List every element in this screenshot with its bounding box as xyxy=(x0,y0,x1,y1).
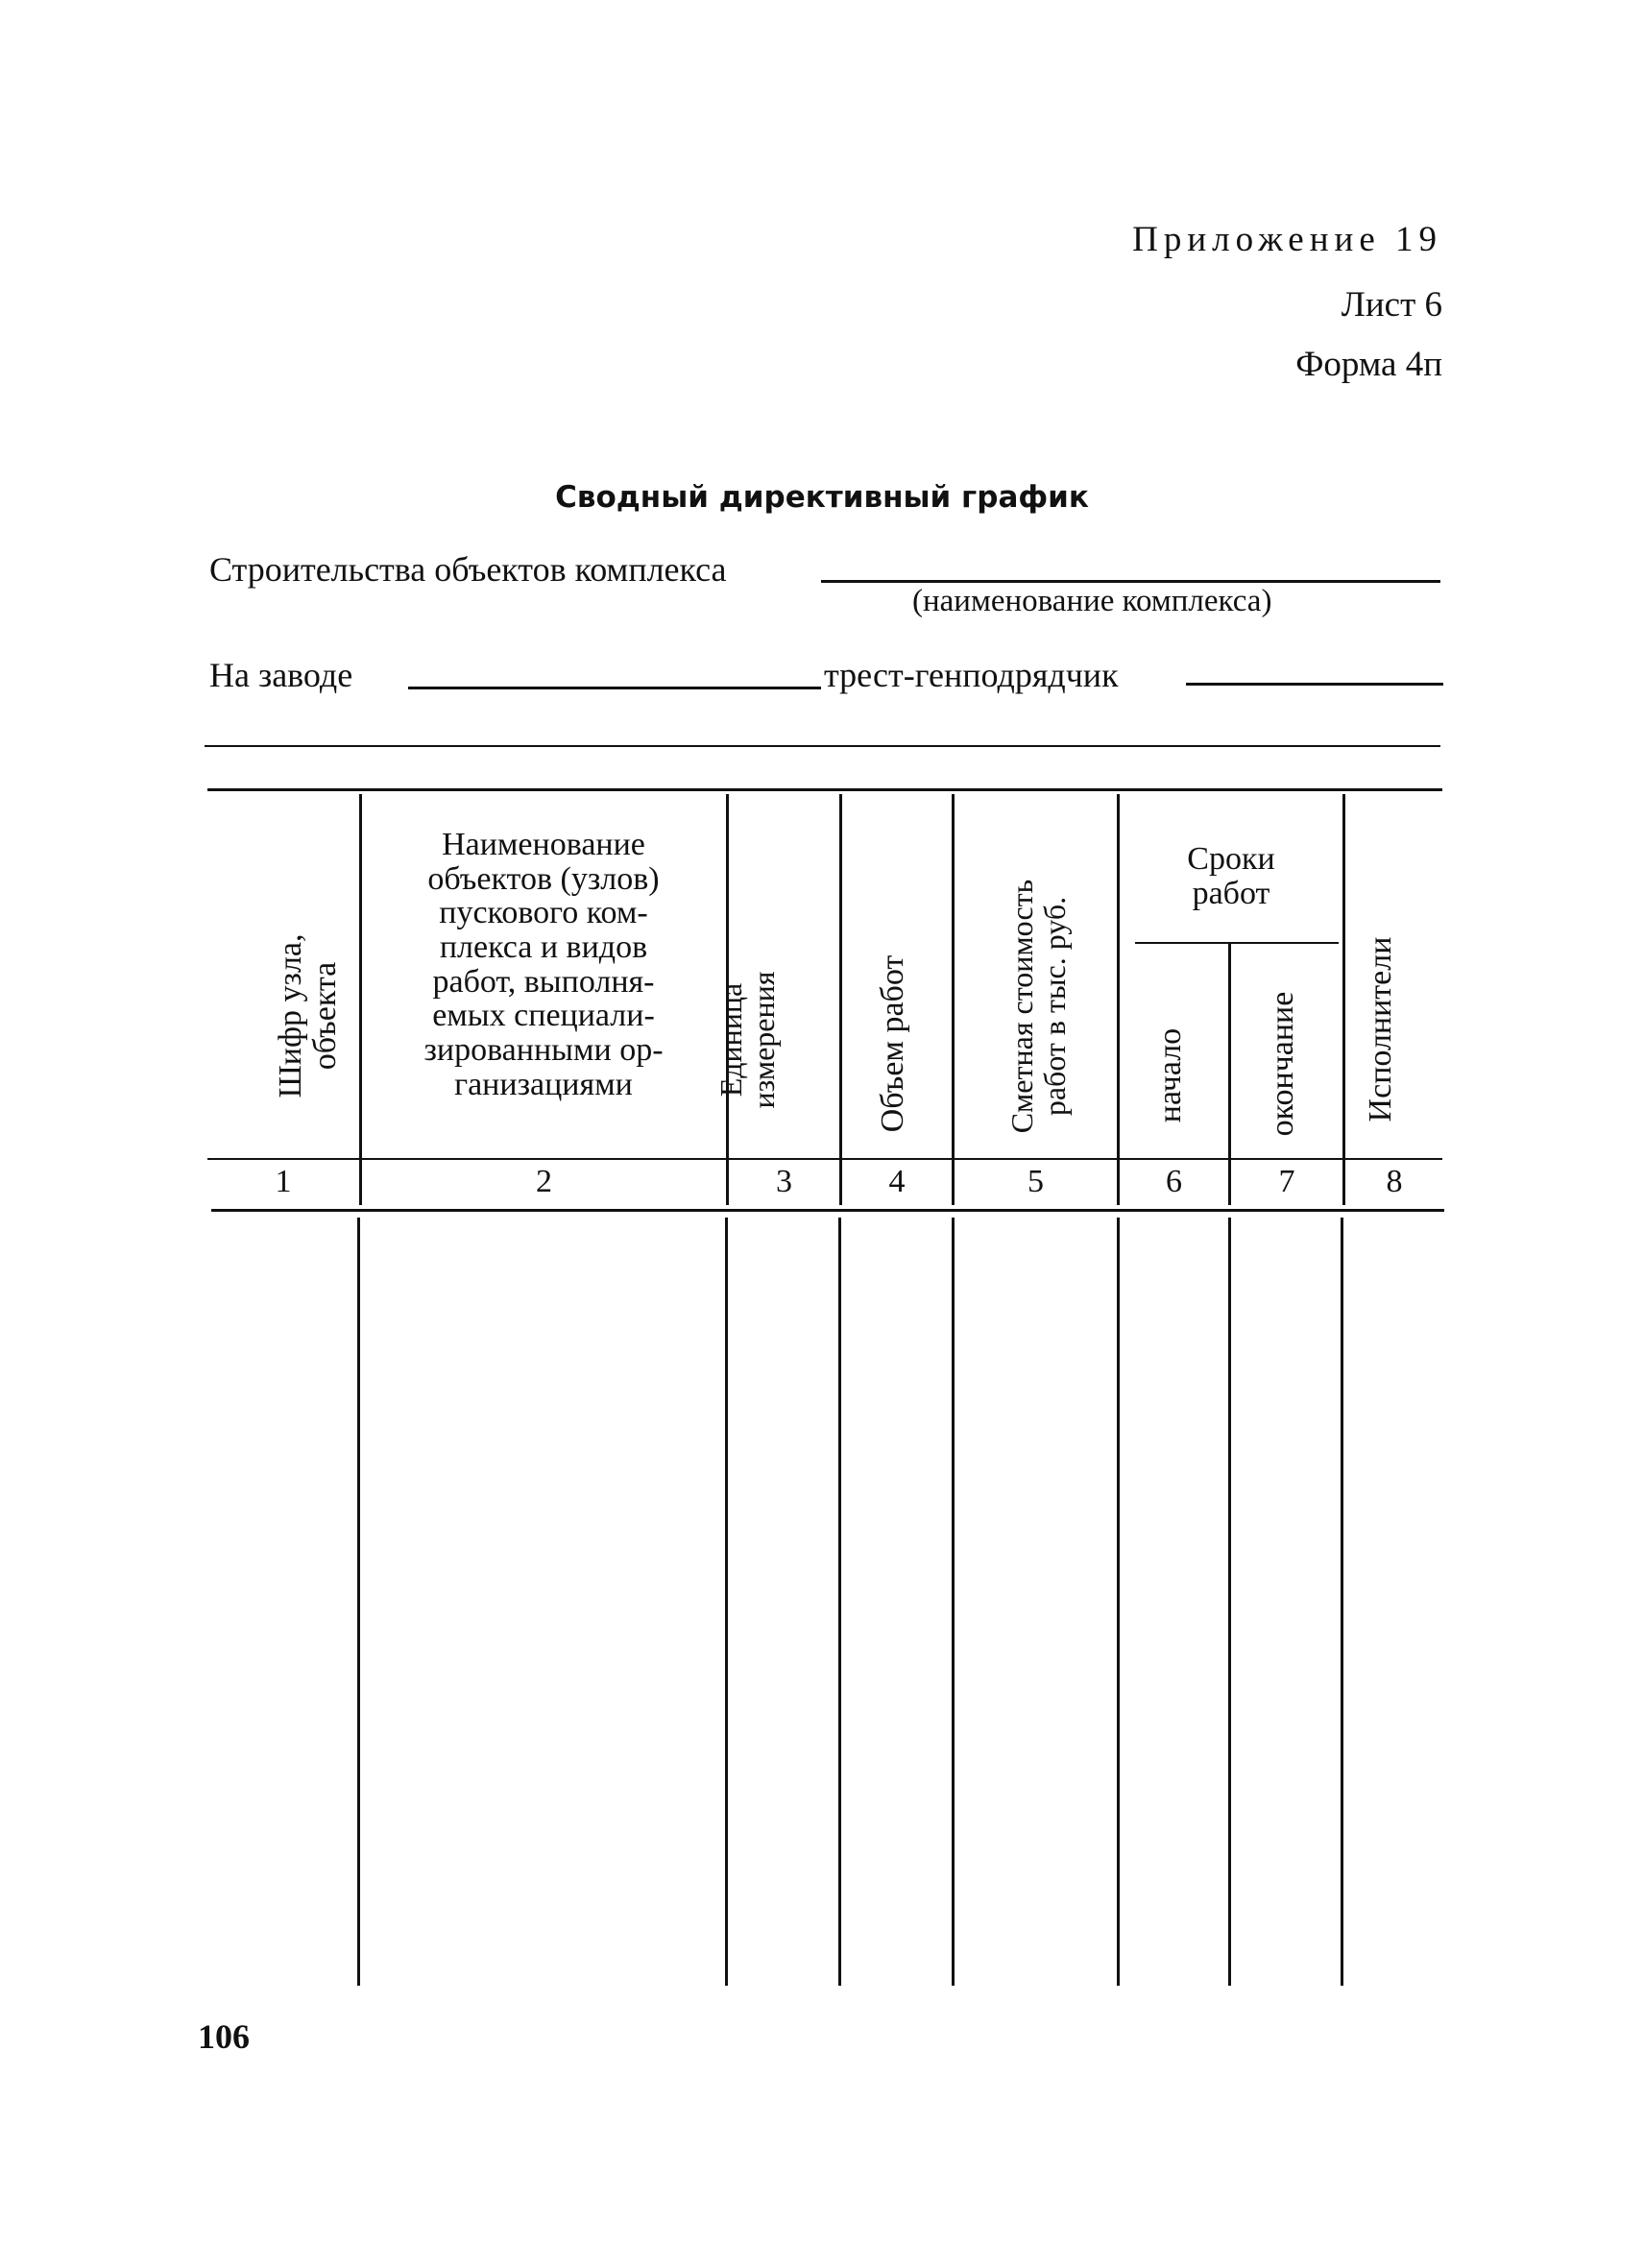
body-divider-7 xyxy=(1341,1218,1343,1986)
col3-header xyxy=(715,896,792,1184)
col-number-2: 2 xyxy=(536,1164,552,1199)
col2-header-line: зированными ор- xyxy=(423,1032,664,1069)
group-header-line2: работ xyxy=(1192,876,1270,911)
col-number-7: 7 xyxy=(1278,1164,1295,1199)
col4-header-line: Объем работ xyxy=(875,954,910,1133)
col-divider-3 xyxy=(839,794,842,1205)
col2-header-line: плекса и видов xyxy=(439,929,648,966)
header-bottom-rule xyxy=(207,1158,1442,1160)
number-row-bottom-rule xyxy=(211,1209,1444,1212)
col2-header-line: пускового ком- xyxy=(439,895,648,931)
plant-name-field xyxy=(408,687,821,689)
group-header-terms xyxy=(1122,833,1341,920)
blank-line xyxy=(205,745,1440,747)
col8-header: Исполнители xyxy=(1363,936,1398,1122)
plant-label: На заводе xyxy=(209,656,353,694)
sheet-label: Лист 6 xyxy=(1341,285,1442,325)
table-top-border xyxy=(207,788,1442,791)
col-divider-1 xyxy=(359,794,362,1205)
col7-header: окончание xyxy=(1265,991,1300,1137)
col1-header-line1: Шифр узла, xyxy=(273,933,308,1098)
complex-name-field xyxy=(821,580,1440,583)
col5-header-line2: работ в тыс. руб. xyxy=(1036,896,1072,1117)
col2-header-line: ганизациями xyxy=(454,1066,633,1102)
form-label: Форма 4п xyxy=(1295,345,1442,384)
col-number-8: 8 xyxy=(1386,1164,1403,1199)
body-divider-2 xyxy=(725,1218,728,1986)
col5-header xyxy=(1006,843,1083,1170)
col3-header-line1: Единица xyxy=(713,982,748,1098)
body-divider-4 xyxy=(952,1218,955,1986)
col-divider-7 xyxy=(1342,794,1345,1205)
annex-label: Приложение 19 xyxy=(1132,220,1442,259)
col-number-3: 3 xyxy=(776,1164,792,1199)
col-number-5: 5 xyxy=(1028,1164,1044,1199)
col5-header-line1: Сметная стоимость xyxy=(1004,879,1039,1134)
col-number-6: 6 xyxy=(1166,1164,1182,1199)
body-divider-1 xyxy=(357,1218,360,1986)
body-divider-3 xyxy=(838,1218,841,1986)
col6-header: начало xyxy=(1152,1027,1188,1123)
col-number-1: 1 xyxy=(275,1164,292,1199)
col3-header-line2: измерения xyxy=(745,971,781,1109)
col2-header-line: емых специали- xyxy=(432,998,655,1034)
group-header-line1: Сроки xyxy=(1187,841,1275,878)
construction-label: Строительства объектов комплекса xyxy=(209,550,727,589)
col1-header xyxy=(274,843,351,1189)
page-number: 106 xyxy=(198,2017,250,2056)
trust-name-field xyxy=(1186,683,1443,686)
body-divider-6 xyxy=(1228,1218,1231,1986)
col-number-4: 4 xyxy=(888,1164,906,1199)
col-divider-5 xyxy=(1117,794,1120,1205)
col-divider-4 xyxy=(952,794,955,1205)
col2-header-line: работ, выполня- xyxy=(432,963,655,1000)
complex-caption: (наименование комплекса) xyxy=(912,584,1272,618)
col2-header-line: объектов (узлов) xyxy=(427,860,660,897)
col2-header xyxy=(363,828,724,1116)
group-subrule xyxy=(1135,942,1339,944)
col2-header-line: Наименование xyxy=(442,827,645,862)
document-title: Сводный директивный график xyxy=(555,480,1089,515)
col4-header xyxy=(876,909,916,1178)
body-divider-5 xyxy=(1117,1218,1120,1986)
trust-label: трест-генподрядчик xyxy=(824,656,1119,694)
col1-header-line2: объекта xyxy=(306,961,343,1071)
